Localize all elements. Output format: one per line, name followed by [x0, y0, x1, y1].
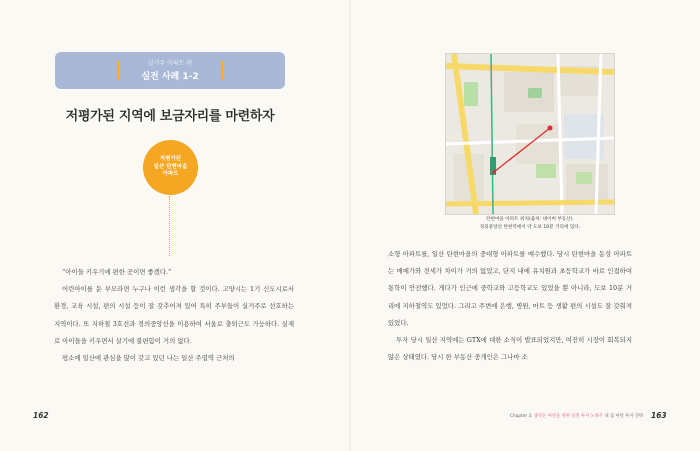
body-paragraph: 평소에 일산에 관심을 많이 갖고 있던 나는 일산 주엽역 근처의 [62, 354, 235, 363]
body-paragraph: 어린아이를 둔 부모라면 누구나 이런 생각을 할 것이다. 고양시는 1기 신도시로서 환경, 교육 시설, 편의 시설 등이 잘 갖추어져 있어 특히 주부들이 실거주로 선호하는 지역이다. 또 지하철 3호선과 경의중앙선을 이용하여 서울로 출퇴근도 가능하다. 실제로 아이들을 키우면서 살기에 불편함이 거의 없다. [54, 285, 294, 345]
section-kicker: 실거주 아파트 편 [147, 60, 193, 67]
page-number-right: 163 [651, 411, 667, 420]
map-caption [430, 216, 630, 232]
body-paragraph: 투자 당시 일산 지역에는 GTX에 대한 소식이 발표되었지만, 여전히 시장이 회복되지 않은 상태였다. 당시 한 부동산 중개인은 그나마 소 [388, 336, 632, 362]
location-map [445, 53, 615, 215]
topic-badge [143, 140, 198, 195]
running-head-suffix: 내 집 마련 투자 전략 [604, 414, 644, 419]
map-caption-line: 탄현마을 아파트 위치(출처: 네이버 부동산). [486, 217, 574, 222]
right-body-text [388, 246, 632, 366]
topic-badge-text: 저평가된 일산 탄현마을 아파트 [153, 156, 188, 178]
page-headline: 저평가된 지역에 보금자리를 마련하자 [65, 109, 275, 124]
section-title: 실전 사례 1-2 [141, 72, 199, 82]
body-paragraph: “아이들 키우기에 편한 곳이면 좋겠다.” [62, 268, 172, 276]
running-head [510, 413, 643, 419]
left-body-text [54, 264, 294, 367]
page-number-left: 162 [33, 411, 49, 420]
dotted-connector [169, 196, 170, 256]
section-header-box [55, 52, 285, 89]
page-gutter [349, 0, 351, 451]
map-graphic [446, 54, 614, 214]
running-head-highlight: 종잣돈 마련을 위한 실전 투자 노하우 [534, 414, 604, 419]
running-head-prefix: Chapter 3. [510, 414, 533, 419]
map-caption-line: 경의중앙선 탄현역에서 약 도보 10분 거리에 있다. [479, 225, 581, 230]
body-paragraph: 소형 아파트를, 일산 탄현마을의 중대형 아파트를 매수했다. 당시 탄현마을 동성 아파트는 매매가와 전세가 차이가 거의 없었고, 단지 내에 유치원과 초등학교가 바로 인접하여 통학이 안전했다. 게다가 인근에 중학교와 고등학교도 있었을 뿐 아니라, 도보 10분 거리에 지하철역도 있었다. 그리고 주변에 은행, 병원, 마트 등 생활 편의 시설도 잘 갖춰져 있었다. [388, 250, 632, 327]
